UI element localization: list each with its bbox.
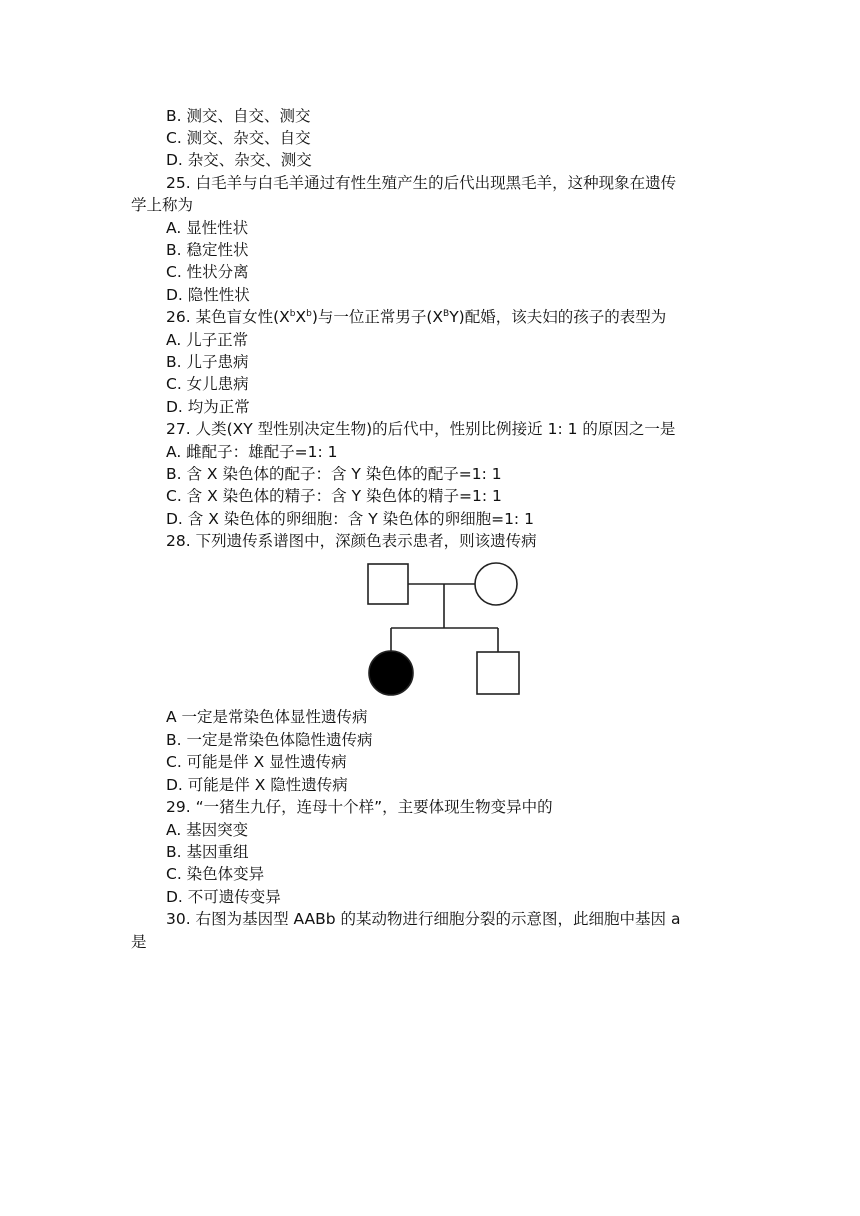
q26-option-c: C. 女儿患病 xyxy=(166,375,249,393)
q24-option-d: D. 杂交、杂交、测交 xyxy=(166,151,312,169)
q24-option-c: C. 测交、杂交、自交 xyxy=(166,129,311,147)
q25-option-c: C. 性状分离 xyxy=(166,263,249,281)
q26-option-a: A. 儿子正常 xyxy=(166,331,249,349)
q30-stem-line1: 30. 右图为基因型 AABb 的某动物进行细胞分裂的示意图，此细胞中基因 a xyxy=(166,910,681,928)
q26-stem-mid1: X xyxy=(295,308,307,326)
q26-stem-pre: 26. 某色盲女性(X xyxy=(166,308,290,326)
q27-option-b: B. 含 X 染色体的配子：含 Y 染色体的配子=1: 1 xyxy=(166,465,502,483)
q29-stem: 29. “一猪生九仔，连母十个样”，主要体现生物变异中的 xyxy=(166,798,553,816)
q26-sup-3: B xyxy=(443,309,450,319)
mother-circle xyxy=(475,563,517,605)
pedigree-chart xyxy=(360,556,530,702)
q29-option-c: C. 染色体变异 xyxy=(166,865,265,883)
q27-option-c: C. 含 X 染色体的精子：含 Y 染色体的精子=1: 1 xyxy=(166,487,502,505)
q26-sup-1: b xyxy=(289,309,296,319)
q28-option-d: D. 可能是伴 X 隐性遗传病 xyxy=(166,776,348,794)
q25-stem-line1: 25. 白毛羊与白毛羊通过有性生殖产生的后代出现黑毛羊，这种现象在遗传 xyxy=(166,174,677,192)
q27-stem: 27. 人类(XY 型性别决定生物)的后代中，性别比例接近 1: 1 的原因之一是 xyxy=(166,420,676,438)
q27-option-d: D. 含 X 染色体的卵细胞：含 Y 染色体的卵细胞=1: 1 xyxy=(166,510,534,528)
q27-option-a: A. 雌配子：雄配子=1: 1 xyxy=(166,443,338,461)
q26-stem-mid2: )与一位正常男子(X xyxy=(311,308,444,326)
q28-option-c: C. 可能是伴 X 显性遗传病 xyxy=(166,753,347,771)
q25-stem-line2: 学上称为 xyxy=(131,196,194,214)
q29-option-b: B. 基因重组 xyxy=(166,843,249,861)
q30-stem-line2: 是 xyxy=(131,933,147,951)
q24-option-b: B. 测交、自交、测交 xyxy=(166,107,311,125)
q26-stem xyxy=(166,306,666,328)
q26-sup-2: b xyxy=(306,309,312,319)
son-square xyxy=(477,652,519,694)
q28-option-b: B. 一定是常染色体隐性遗传病 xyxy=(166,731,373,749)
q29-option-a: A. 基因突变 xyxy=(166,821,249,839)
q25-option-b: B. 稳定性状 xyxy=(166,241,249,259)
affected-daughter-circle xyxy=(369,651,413,695)
q26-stem-post: Y)配婚，该夫妇的孩子的表型为 xyxy=(449,308,667,326)
father-square xyxy=(368,564,408,604)
q28-stem: 28. 下列遗传系谱图中，深颜色表示患者，则该遗传病 xyxy=(166,532,537,550)
q25-option-d: D. 隐性性状 xyxy=(166,286,250,304)
q28-option-a: A 一定是常染色体显性遗传病 xyxy=(166,708,368,726)
q26-option-d: D. 均为正常 xyxy=(166,398,250,416)
q25-option-a: A. 显性性状 xyxy=(166,219,249,237)
q26-option-b: B. 儿子患病 xyxy=(166,353,249,371)
q29-option-d: D. 不可遗传变异 xyxy=(166,888,281,906)
